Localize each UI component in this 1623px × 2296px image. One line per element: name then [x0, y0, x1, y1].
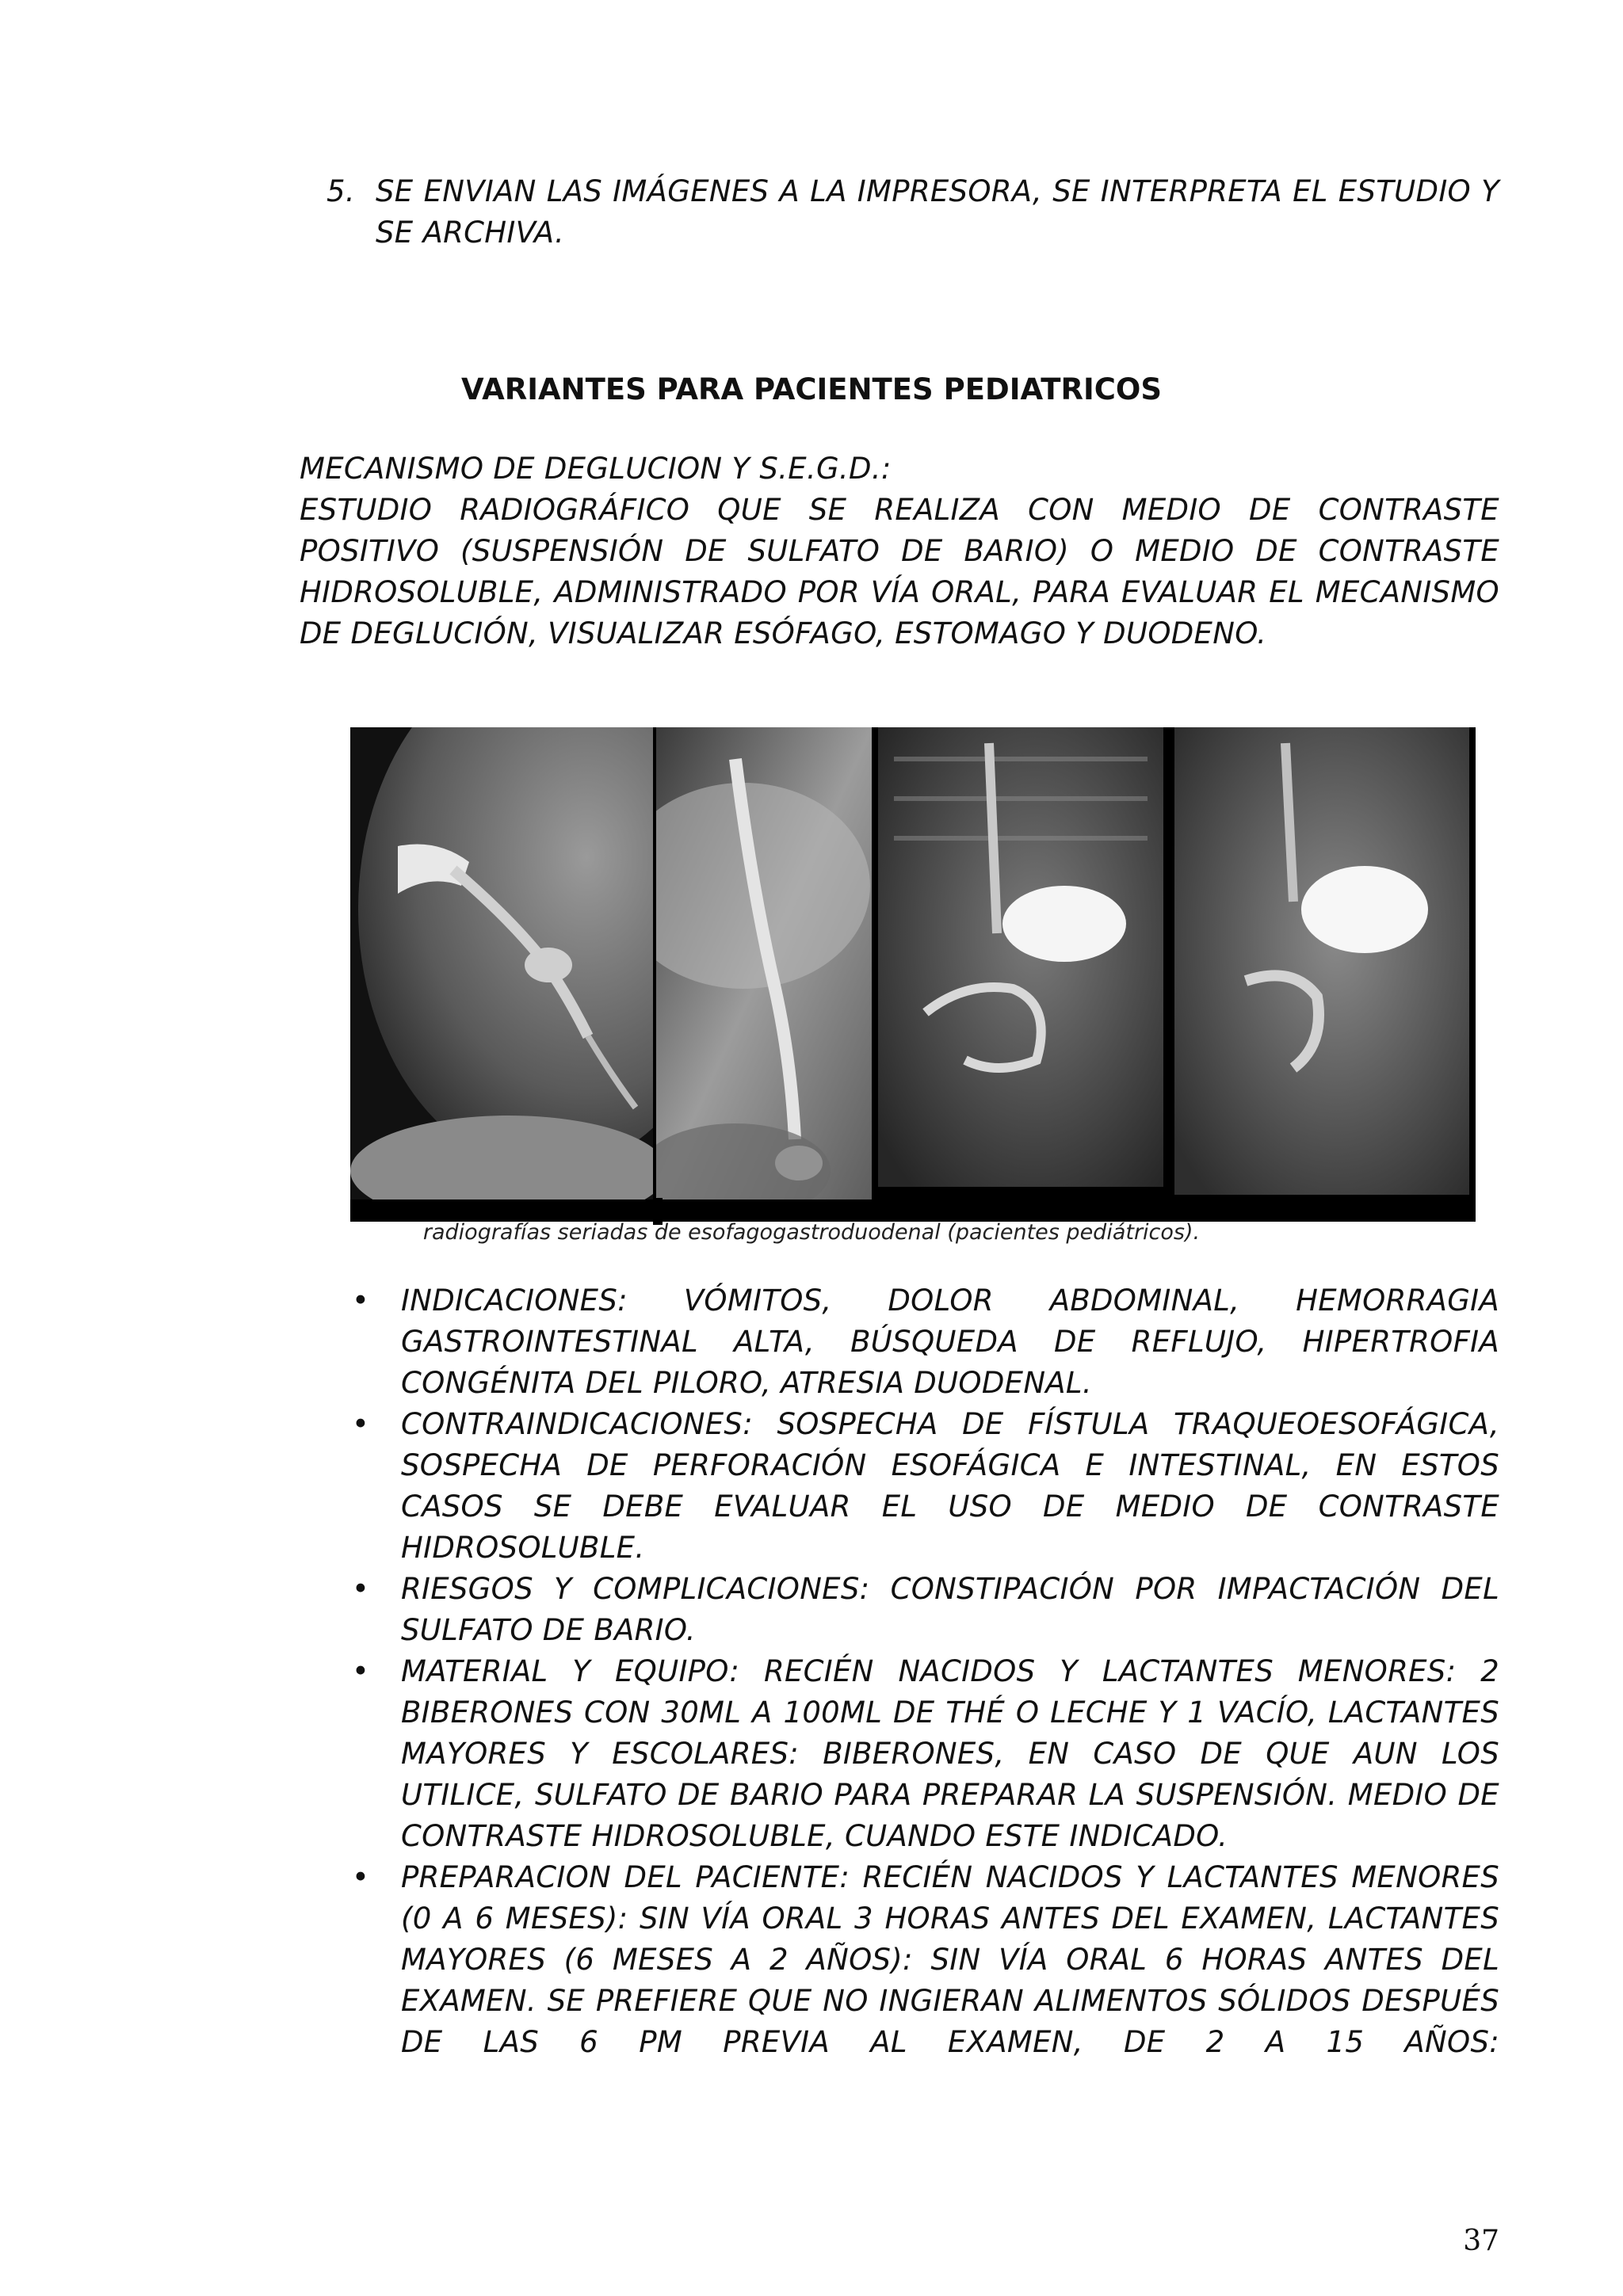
list-item-text: RIESGOS Y COMPLICACIONES: CONSTIPACIÓN POR IMPACTACIÓN DEL SULFATO DE BARIO. — [401, 1572, 1499, 1647]
intro-body: ESTUDIO RADIOGRÁFICO QUE SE REALIZA CON MEDIO DE CONTRASTE POSITIVO (SUSPENSIÓN DE SULFATO DE BARIO) O MEDIO DE CONTRASTE HIDROSOLUBLE, ADMINISTRADO POR VÍA ORAL, PARA EVALUAR EL MECANISMO DE DEGLUCIÓN, VISUALIZAR ESÓFAGO, ESTOMAGO Y DUODENO. — [300, 493, 1499, 650]
list-item-text: MATERIAL Y EQUIPO: RECIÉN NACIDOS Y LACTANTES MENORES: 2 BIBERONES CON 30ML A 100ML DE THÉ O LECHE Y 1 VACÍO, LACTANTES MAYORES Y ESCOLARES: BIBERONES, EN CASO DE QUE AUN LOS UTILICE, SULFATO DE BARIO PARA PREPARAR LA SUSPENSIÓN. MEDIO DE CONTRASTE HIDROSOLUBLE, CUANDO ESTE INDICADO. — [401, 1654, 1499, 1853]
bullet-icon: • — [352, 1407, 370, 1441]
page-number: 37 — [1463, 2225, 1499, 2257]
list-item-text: CONTRAINDICACIONES: SOSPECHA DE FÍSTULA TRAQUEOESOFÁGICA, SOSPECHA DE PERFORACIÓN ESOFÁGICA E INTESTINAL, EN ESTOS CASOS SE DEBE EVALUAR EL USO DE MEDIO DE CONTRASTE HIDROSOLUBLE. — [401, 1407, 1499, 1565]
list-item — [346, 1651, 1499, 1857]
radiograph-stomach-2 — [1174, 727, 1469, 1195]
bullet-icon: • — [352, 1654, 370, 1688]
list-item — [346, 1280, 1499, 1404]
intro-block — [300, 448, 1499, 654]
list-item-text: INDICACIONES: VÓMITOS, DOLOR ABDOMINAL, HEMORRAGIA GASTROINTESTINAL ALTA, BÚSQUEDA DE REFLUJO, HIPERTROFIA CONGÉNITA DEL PILORO, ATRESIA DUODENAL. — [401, 1283, 1499, 1400]
step-text: SE ENVIAN LAS IMÁGENES A LA IMPRESORA, SE INTERPRETA EL ESTUDIO Y SE ARCHIVA. — [376, 174, 1499, 250]
radiograph-swallow-lateral — [350, 727, 653, 1199]
figure-divider-mark — [872, 1187, 881, 1214]
radiograph-esophagus — [656, 727, 872, 1199]
list-item — [346, 1569, 1499, 1651]
list-item — [346, 1404, 1499, 1569]
radiograph-figure — [350, 727, 1476, 1222]
figure-caption: radiografías seriadas de esofagogastroduodenal (pacientes pediátricos). — [422, 1220, 1201, 1245]
figure-divider-mark — [1165, 1192, 1174, 1219]
intro-title: MECANISMO DE DEGLUCION Y S.E.G.D.: — [300, 452, 892, 486]
section-heading: VARIANTES PARA PACIENTES PEDIATRICOS — [461, 372, 1162, 406]
list-item-text: PREPARACION DEL PACIENTE: RECIÉN NACIDOS Y LACTANTES MENORES (0 A 6 MESES): SIN VÍA ORAL 3 HORAS ANTES DEL EXAMEN, LACTANTES MAYORES (6 MESES A 2 AÑOS): SIN VÍA ORAL 6 HORAS ANTES DEL EXAMEN. SE PREFIERE QUE NO INGIERAN ALIMENTOS SÓLIDOS DESPUÉS DE LAS 6 PM PREVIA AL EXAMEN, DE 2 A 15 AÑOS: — [401, 1860, 1499, 2059]
list-item — [346, 1857, 1499, 2063]
radiograph-stomach-1 — [878, 727, 1163, 1187]
bullet-list — [346, 1280, 1499, 2063]
bullet-icon: • — [352, 1860, 370, 1894]
bullet-icon: • — [352, 1283, 370, 1318]
step-number: 5. — [327, 174, 355, 208]
bullet-icon: • — [352, 1572, 370, 1606]
